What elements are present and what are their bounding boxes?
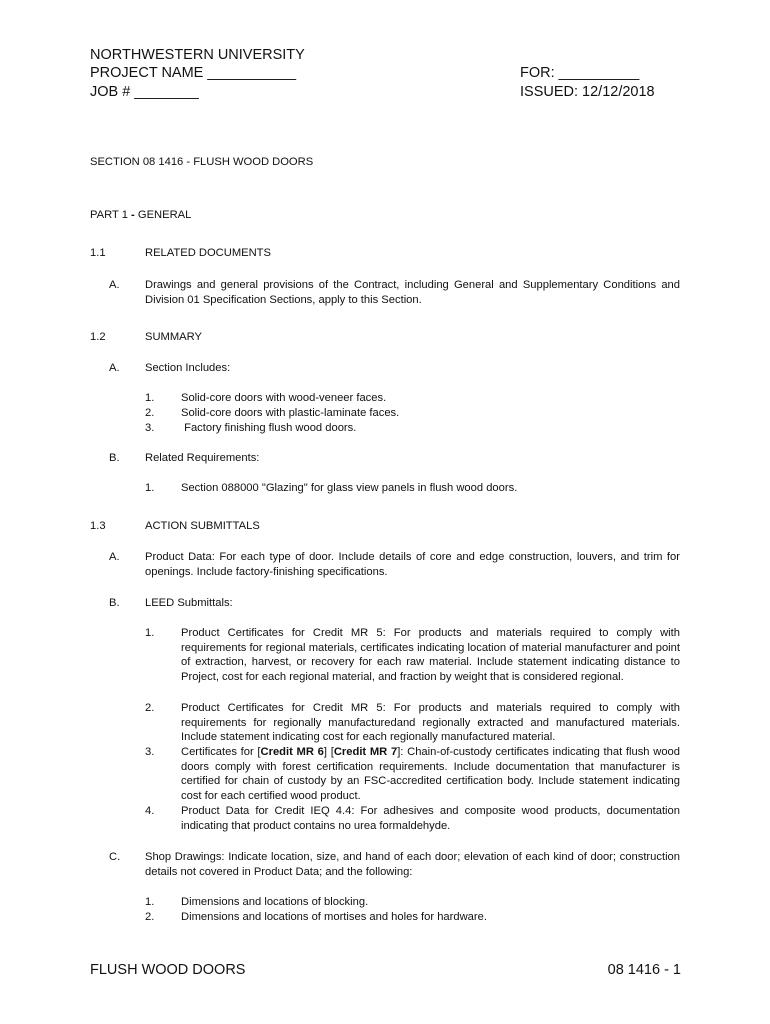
paragraph-text: LEED Submittals: <box>145 597 233 609</box>
paragraph-label: C. <box>109 851 121 863</box>
list-item-number: 4. <box>145 805 155 817</box>
list-item-number: 1. <box>145 392 155 404</box>
for-field: FOR: __________ <box>520 65 640 81</box>
part-title: GENERAL <box>137 209 192 221</box>
list-item-text: Factory finishing flush wood doors. <box>181 422 357 434</box>
bold-credit: Credit MR 7 <box>333 746 398 758</box>
text-run: Certificates for [ <box>181 746 261 758</box>
bold-credit: Credit MR 6 <box>260 746 324 758</box>
list-item-text: Section 088000 "Glazing" for glass view panels in flush wood doors. <box>181 482 518 494</box>
section-title: SECTION 08 1416 - FLUSH WOOD DOORS <box>90 156 314 168</box>
paragraph-label: A. <box>109 551 120 563</box>
paragraph-label: B. <box>109 452 120 464</box>
list-item-number: 1. <box>145 482 155 494</box>
text-run: ] [ <box>323 746 334 758</box>
org-name: NORTHWESTERN UNIVERSITY <box>90 47 305 63</box>
page-number: 08 1416 - 1 <box>607 962 681 978</box>
article-title: SUMMARY <box>145 331 202 343</box>
paragraph-text: Related Requirements: <box>145 452 260 464</box>
paragraph-label: B. <box>109 597 120 609</box>
part-label: PART 1 <box>90 209 128 221</box>
list-item-number: 3. <box>145 746 155 758</box>
text-run: ]: Chain-of-custody certificates indicating that flush wood doors comply with forest certification requirements. Include documentation that manufacturer is certified for chain of custody by an FSC-accredited certification body. Include statement indicating cost for each certified wood product. <box>181 746 680 802</box>
article-title: ACTION SUBMITTALS <box>145 520 260 532</box>
list-item-number: 2. <box>145 911 155 923</box>
list-item-number: 1. <box>145 627 155 639</box>
footer-title: FLUSH WOOD DOORS <box>90 962 246 978</box>
list-item-number: 2. <box>145 407 155 419</box>
list-item-text: Dimensions and locations of blocking. <box>181 896 369 908</box>
issued-date: ISSUED: 12/12/2018 <box>520 84 655 100</box>
paragraph-label: A. <box>109 362 120 374</box>
article-number: 1.2 <box>90 331 106 343</box>
part-heading <box>90 208 191 223</box>
paragraph-text: Product Data: For each type of door. Include details of core and edge construction, louvers, and trim for openings. Include factory-finishing specifications. <box>145 551 680 578</box>
article-title: RELATED DOCUMENTS <box>145 247 271 259</box>
list-item-number: 3. <box>145 422 155 434</box>
list-item-text: Solid-core doors with plastic-laminate faces. <box>181 407 400 419</box>
job-number: JOB # ________ <box>90 84 199 100</box>
list-item-number: 1. <box>145 896 155 908</box>
paragraph-label: A. <box>109 279 120 291</box>
paragraph-text: Drawings and general provisions of the Contract, including General and Supplementary Conditions and Division 01 Specification Sections, apply to this Section. <box>145 279 680 306</box>
part-dash: - <box>127 209 138 221</box>
list-item-text: Product Certificates for Credit MR 5: For products and materials required to comply with requirements for regionally manufacturedand regionally extracted and manufactured materials. Include statement indicating cost for each regionally manufactured material. <box>181 702 680 744</box>
list-item-text: Dimensions and locations of mortises and holes for hardware. <box>181 911 487 923</box>
paragraph-text: Section Includes: <box>145 362 231 374</box>
list-item-number: 2. <box>145 702 155 714</box>
list-item-text: Solid-core doors with wood-veneer faces. <box>181 392 387 404</box>
article-number: 1.3 <box>90 520 106 532</box>
paragraph-text: Shop Drawings: Indicate location, size, and hand of each door; elevation of each kind of door; construction details not covered in Product Data; and the following: <box>145 851 680 878</box>
project-name: PROJECT NAME ___________ <box>90 65 297 81</box>
list-item-text: Product Certificates for Credit MR 5: For products and materials required to comply with requirements for regional materials, certificates indicating location of material manufacturer and point of extraction, harvest, or recovery for each raw material. Include statement indicating distance to Project, cost for each regional material, and fraction by weight that is considered regional. <box>181 627 680 683</box>
list-item-text <box>181 745 680 803</box>
list-item-text: Product Data for Credit IEQ 4.4: For adhesives and composite wood products, documentation indicating that product contains no urea formaldehyde. <box>181 805 680 832</box>
article-number: 1.1 <box>90 247 106 259</box>
